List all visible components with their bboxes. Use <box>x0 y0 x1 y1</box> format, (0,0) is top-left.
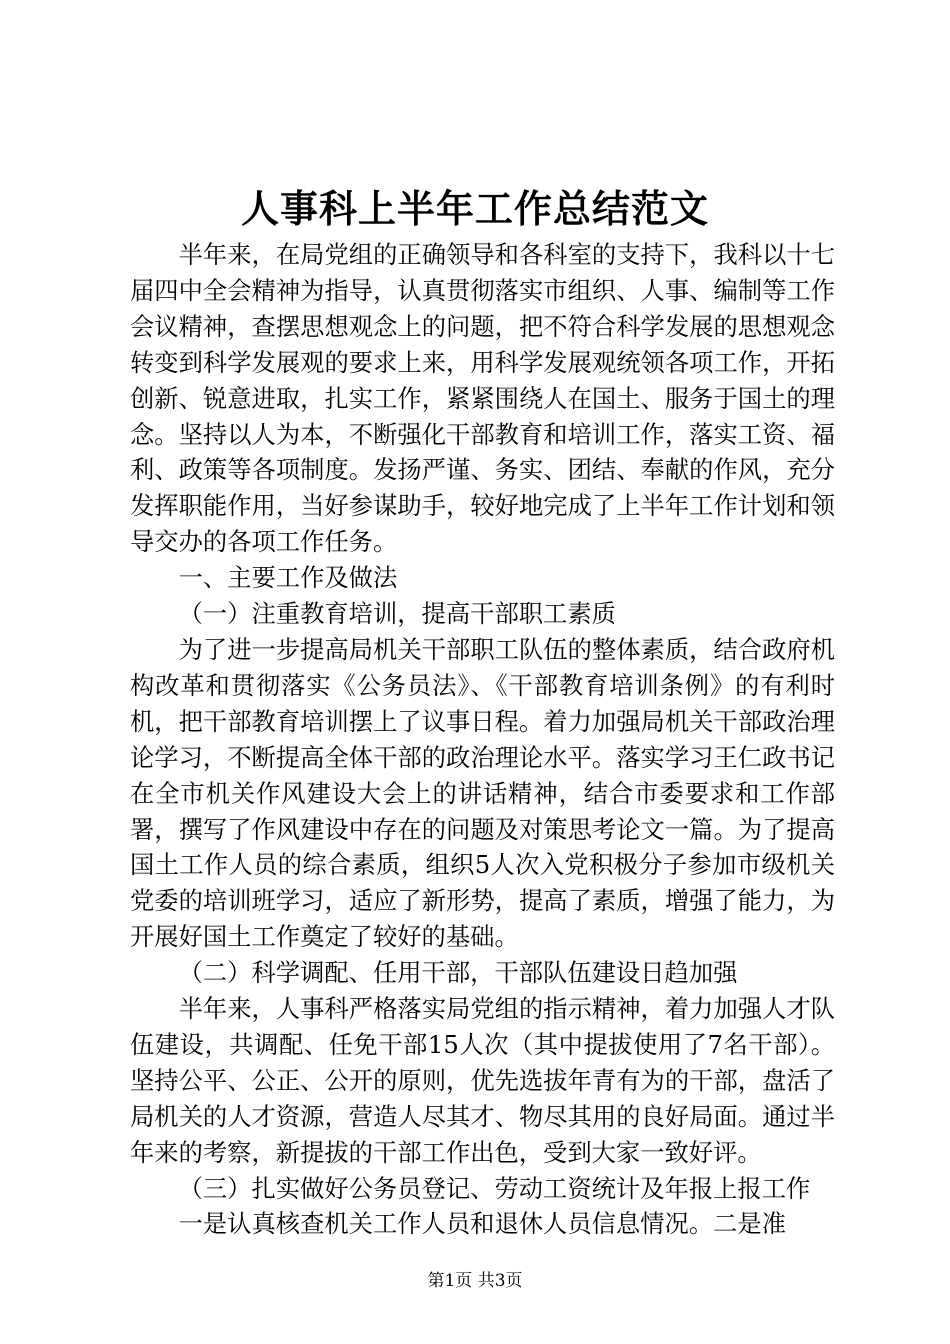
section-heading-main-work: 一、主要工作及做法 <box>178 563 398 593</box>
document-body <box>130 237 835 1242</box>
intro-paragraph: 半年来，在局党组的正确领导和各科室的支持下，我科以十七届四中全会精神为指导，认真贯彻落实市组织、人事、编制等工作会议精神，查摆思想观念上的问题，把不符合科学发展的思想观念转变到科学发展观的要求上来，用科学发展观统领各项工作，开拓创新、锐意进取，扎实工作，紧紧围绕人在国土、服务于国土的理念。坚持以人为本，不断强化干部教育和培训工作，落实工资、福利、政策等各项制度。发扬严谨、务实、团结、奉献的作风，充分发挥职能作用，当好参谋助手，较好地完成了上半年工作计划和领导交办的各项工作任务。 <box>130 240 835 557</box>
page-footer: 第1页 共3页 <box>427 1271 523 1291</box>
training-paragraph: 为了进一步提高局机关干部职工队伍的整体素质，结合政府机构改革和贯彻落实《公务员法》、《干部教育培训条例》的有利时机，把干部教育培训摆上了议事日程。着力加强局机关干部政治理论学习，不断提高全体干部的政治理论水平。落实学习王仁政书记在全市机关作风建设大会上的讲话精神，结合市委要求和工作部署，撰写了作风建设中存在的问题及对策思考论文一篇。为了提高国土工作人员的综合素质，组织5人次入党积极分子参加市级机关党委的培训班学习，适应了新形势，提高了素质，增强了能力，为开展好国土工作奠定了较好的基础。 <box>130 634 835 952</box>
cadre-allocation-paragraph: 半年来，人事科严格落实局党组的指示精神，着力加强人才队伍建设，共调配、任免干部15人次（其中提拔使用了7名干部）。坚持公平、公正、公开的原则，优先选拔年青有为的干部，盘活了局机关的人才资源，营造人尽其才、物尽其用的良好局面。通过半年来的考察，新提拔的干部工作出色，受到大家一致好评。 <box>130 994 835 1167</box>
subsection-heading-cadre-allocation: （二）科学调配、任用干部，干部队伍建设日趋加强 <box>178 958 738 988</box>
document-title: 人事科上半年工作总结范文 <box>240 186 709 231</box>
subsection-heading-training: （一）注重教育培训，提高干部职工素质 <box>178 599 616 629</box>
subsection-heading-registration-statistics: （三）扎实做好公务员登记、劳动工资统计及年报上报工作 <box>178 1173 811 1203</box>
registration-statistics-paragraph: 一是认真核查机关工作人员和退休人员信息情况。二是准 <box>178 1209 787 1239</box>
